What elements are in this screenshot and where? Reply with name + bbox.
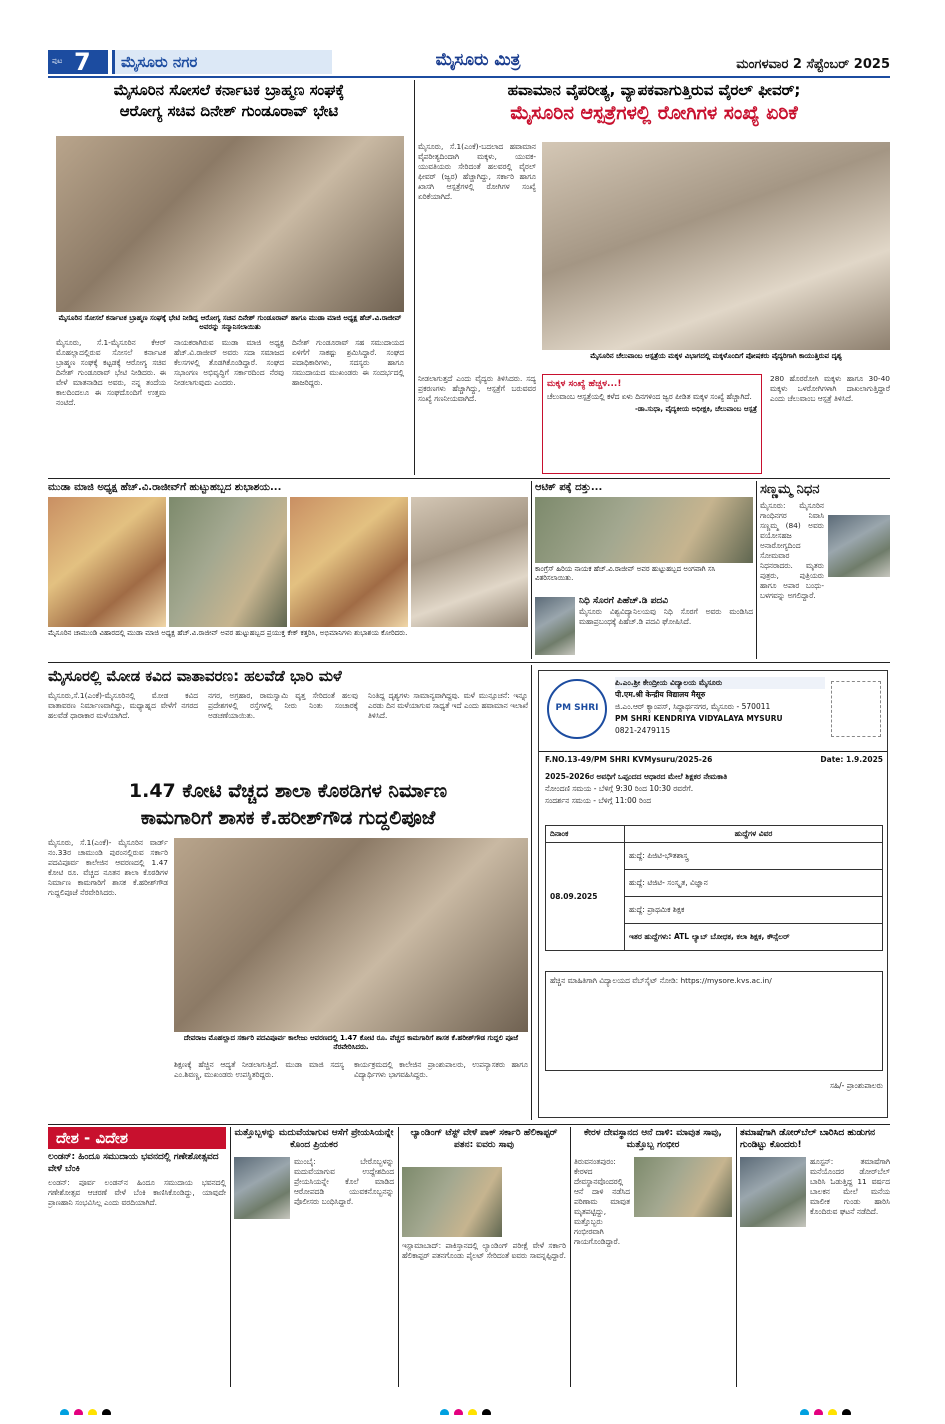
brief-4-headline: ಕೇರಳ ದೇವಸ್ಥಾನದ ಆನೆ ದಾಳಿ: ಮಾವುತ ಸಾವು, ಮತ್ತೊಬ್ಬ ಗಂಭೀರ [584,1128,722,1150]
brief-2-text: ಮುಂಬೈ: ಬೇರೊಬ್ಬಳನ್ನು ಮದುವೆಯಾಗುವ ಉದ್ದೇಶದಿಂದ ಪ್ರೇಯಸಿಯನ್ನೇ ಕೊಲೆ ಮಾಡಿದ ಆರೋಪದಡಿ ಯುವಕನೊಬ್ಬನನ್ನು ಪೊಲೀಸರು ಬಂಧಿಸಿದ್ದಾರೆ. [294,1157,394,1206]
registration-marks-center [440,1403,560,1415]
brief-2-headline: ಮತ್ತೊಬ್ಬಳನ್ನು ಮದುವೆಯಾಗುವ ಆಸೆಗೆ ಪ್ರೇಯಸಿಯನ್ನೇ ಕೊಂದ ಪ್ರಿಯಕರ [234,1128,394,1150]
box-author: -ಡಾ.ಸುಧಾ, ವೈದ್ಯಕೀಯ ಅಧೀಕ್ಷಕಿ, ಚೆಲುವಾಂಬ ಆಸ್ಪತ್ರೆ [634,405,757,413]
brief-1 [48,1151,226,1387]
story-2-headline-line1: ಹವಾಮಾನ ವೈಪರೀತ್ಯ, ವ್ಯಾಪಕವಾಗುತ್ತಿರುವ ವೈರಲ್ ಫೀವರ್; [507,81,801,99]
story-3-caption: ಮೈಸೂರಿನ ಚಾಮುಂಡಿ ವಿಹಾರದಲ್ಲಿ ಮುಡಾ ಮಾಜಿ ಅಧ್ಯಕ್ಷ ಹೆಚ್.ವಿ.ರಾಜೀವ್ ಅವರ ಹುಟ್ಟುಹಬ್ಬದ ಪ್ರಯುಕ್ತ ಕೇಕ್ ಕತ್ತರಿಸಿ, ಅಭಿಮಾನಿಗಳು ಶುಭಾಶಯ ಕೋರಿದರು. [48,629,408,637]
story-6-col-2: ಶಿಕ್ಷಣಕ್ಕೆ ಹೆಚ್ಚಿನ ಆದ್ಯತೆ ನೀಡಲಾಗುತ್ತಿದೆ. ಮುಡಾ ಮಾಜಿ ಸದಸ್ಯ ಎಂ.ಶಿವಣ್ಣ, ಮುಖಂಡರು ಉಪಸ್ಥಿತರಿದ್ದರು. [174,1060,344,1079]
story-6-caption: ದೇವರಾಜ ಮೊಹಲ್ಲಾದ ಸರ್ಕಾರಿ ಪದವಿಪೂರ್ವ ಕಾಲೇಜು ಆವರಣದಲ್ಲಿ 1.47 ಕೋಟಿ ರೂ. ವೆಚ್ಚದ ಕಾಮಗಾರಿಗೆ ಶಾಸಕ ಕೆ.ಹರೀಶ್‌ಗೌಡ ಗುದ್ದಲಿ ಪೂಜೆ ನೆರವೇರಿಸಿದರು. [183,1034,519,1051]
box-quote: ಚೆಲುವಾಂಬ ಆಸ್ಪತ್ರೆಯಲ್ಲಿ ಕಳೆದ ಏಳು ದಿನಗಳಿಂದ ಜ್ವರ ಪೀಡಿತ ಮಕ್ಕಳ ಸಂಖ್ಯೆ ಹೆಚ್ಚಾಗಿದೆ. [547,392,752,401]
ad-logo [547,679,607,739]
story-2 [418,80,890,475]
phd-block [579,595,753,659]
ad-signature: ಸಹಿ/- ಪ್ರಾಂಶುಪಾಲರು [829,1081,883,1090]
story-5 [48,665,528,775]
story-6-headline-line1: 1.47 ಕೋಟಿ ವೆಚ್ಚದ ಶಾಲಾ ಕೊಠಡಿಗಳ ನಿರ್ಮಾಣ [128,780,448,802]
ad-notice [545,771,883,821]
story-6-col-3: ಕಾರ್ಯಕ್ರಮದಲ್ಲಿ ಕಾಲೇಜಿನ ಪ್ರಾಂಶುಪಾಲರು, ಉಪನ್ಯಾಸಕರು ಹಾಗೂ ವಿದ್ಯಾರ್ಥಿಗಳು ಭಾಗವಹಿಸಿದ್ದರು. [354,1060,528,1079]
brief-1-text: ಲಂಡನ್: ಪೂರ್ವ ಲಂಡನ್‌ನ ಹಿಂದೂ ಸಮುದಾಯ ಭವನದಲ್ಲಿ ಗಣೇಶೋತ್ಸವ ಆಚರಣೆ ವೇಳೆ ಬೆಂಕಿ ಕಾಣಿಸಿಕೊಂಡಿದ್ದು, ಯಾವುದೇ ಪ್ರಾಣಹಾನಿ ಸಂಭವಿಸಿಲ್ಲ ಎಂದು ವರದಿಯಾಗಿದೆ. [48,1178,226,1207]
table-post-4: ಇತರ ಹುದ್ದೆಗಳು: ATL ಲ್ಯಾಬ್ ಬೋಧಕ, ಕಲಾ ಶಿಕ್ಷಕ, ಕೌನ್ಸೆಲರ್ [625,924,883,951]
story-4 [535,481,753,659]
story-1-photo [56,136,404,312]
page-number-tab [48,50,108,74]
story-6-headline [48,778,528,832]
story-2-caption: ಮೈಸೂರಿನ ಚೆಲುವಾಂಬ ಆಸ್ಪತ್ರೆಯ ಮಕ್ಕಳ ವಿಭಾಗದಲ್ಲಿ ಮಕ್ಕಳೊಂದಿಗೆ ಪೋಷಕರು ವೈದ್ಯರಿಗಾಗಿ ಕಾಯುತ್ತಿರುವ ದೃಶ್ಯ [590,352,842,360]
box-title: ಮಕ್ಕಳ ಸಂಖ್ಯೆ ಹೆಚ್ಚಳ...! [547,379,622,389]
phd-title: ನಿಧಿ ಸೊರಗೆ ಪಿಹೆಚ್.ಡಿ ಪದವಿ [579,596,668,606]
story-6-headline-line2: ಕಾಮಗಾರಿಗೆ ಶಾಸಕ ಕೆ.ಹರೀಶ್‌ಗೌಡ ಗುದ್ದಲಿಪೂಜೆ [140,807,436,829]
brief-5-text: ಹೂಸ್ಟನ್: ತಮಾಷೆಗಾಗಿ ಮನೆಯೊಂದರ ಡೋರ್‌ಬೆಲ್ ಬಾರಿಸಿ ಓಡುತ್ತಿದ್ದ 11 ವರ್ಷದ ಬಾಲಕನ ಮೇಲೆ ಮನೆಯ ಮಾಲೀಕ ಗುಂಡು ಹಾರಿಸಿ ಕೊಂದಿರುವ ಘಟನೆ ನಡೆದಿದೆ. [810,1157,890,1216]
brief-4 [574,1127,732,1387]
story-1 [48,80,410,475]
story-4-photo [535,497,753,563]
story-1-col-3: ದಿನೇಶ್ ಗುಂಡೂರಾವ್ ಸಹ ಸಮುದಾಯದ ಏಳಿಗೆಗೆ ಸಾಕಷ್ಟು ಶ್ರಮಿಸಿದ್ದಾರೆ. ಸಂಘದ ಪದಾಧಿಕಾರಿಗಳು, ಸದಸ್ಯರು ಹಾಗೂ ಸಮುದಾಯದ ಮುಖಂಡರು ಈ ಸಂದರ್ಭದಲ್ಲಿ ಹಾಜರಿದ್ದರು. [292,338,404,387]
table-header-posts: ಹುದ್ದೆಗಳ ವಿವರ [625,826,883,843]
ad-notes: ಹೆಚ್ಚಿನ ಮಾಹಿತಿಗಾಗಿ ವಿದ್ಯಾಲಯದ ವೆಬ್‌ಸೈಟ್ ನೋಡಿ: https://mysore.kvs.ac.in/ [545,971,883,1071]
table-post-3: ಹುದ್ದೆ: ಪ್ರಾಥಮಿಕ ಶಿಕ್ಷಕ [625,897,883,924]
story-2-photo [542,142,890,350]
story-4-title: ಆಟಿಕ್ ಪಕ್ಕೆ ದತ್ತು... [535,482,603,493]
story-3 [48,481,528,659]
story-6-col-1: ಮೈಸೂರು, ಸೆ.1(ಎಂಕೆ)- ಮೈಸೂರಿನ ವಾರ್ಡ್ ನಂ.33ರ ಚಾಮುಂಡಿ ಪುರಂನಲ್ಲಿರುವ ಸರ್ಕಾರಿ ಪದವಿಪೂರ್ವ ಕಾಲೇಜಿನ ಆವರಣದಲ್ಲಿ 1.47 ಕೋಟಿ ರೂ. ವೆಚ್ಚದ ನೂತನ ಶಾಲಾ ಕೊಠಡಿಗಳ ನಿರ್ಮಾಣ ಕಾಮಗಾರಿಗೆ ಶಾಸಕ ಕೆ.ಹರೀಶ್‌ಗೌಡ ಗುದ್ದಲಿಪೂಜೆ ನೆರವೇರಿಸಿದರು. [48,838,168,897]
story-6-photo [174,838,528,1032]
obituary-text: ಮೈಸೂರು: ಮೈಸೂರಿನ ಗಾಂಧಿನಗರ ನಿವಾಸಿ ಸಣ್ಣಮ್ಮ (84) ಅವರು ವಯೋಸಹಜ ಅನಾರೋಗ್ಯದಿಂದ ಸೋಮವಾರ ನಿಧನರಾದರು. ಮೃತರು ಪುತ್ರರು, ಪುತ್ರಿಯರು ಹಾಗೂ ಅಪಾರ ಬಂಧು-ಬಳಗವನ್ನು ಅಗಲಿದ್ದಾರೆ. [760,501,824,600]
brief-2 [234,1127,394,1387]
brief-5 [740,1127,890,1387]
story-1-col-2: ನಾಯಕರಾಗಿರುವ ಮುಡಾ ಮಾಜಿ ಅಧ್ಯಕ್ಷ ಹೆಚ್.ವಿ.ರಾಜೀವ್ ಅವರು ಸದಾ ಸಮಾಜದ ಕೆಲಸಗಳಲ್ಲಿ ತೊಡಗಿಕೊಂಡಿದ್ದಾರೆ. ಸಂಘದ ಸಭಾಂಗಣ ಅಭಿವೃದ್ಧಿಗೆ ಸರ್ಕಾರದಿಂದ ನೆರವು ನೀಡಲಾಗುವುದು ಎಂದರು. [174,338,284,387]
story-1-headline-line1: ಮೈಸೂರಿನ ಸೋಸಲೆ ಕರ್ನಾಟಕ ಬ್ರಾಹ್ಮಣ ಸಂಘಕ್ಕೆ [113,81,345,99]
table-date: 08.09.2025 [546,843,625,951]
story-2-highlight-box [542,374,762,474]
registration-marks-left [60,1403,180,1415]
section-title-bar [48,1127,226,1149]
brief-3-headline: ಲ್ಯಾಂಡಿಂಗ್ ಟೆಸ್ಟ್ ವೇಳೆ ಪಾಕ್ ಸರ್ಕಾರಿ ಹೆಲಿಕಾಪ್ಟರ್ ಪತನ: ಐವರು ಸಾವು [410,1128,558,1150]
page-number: 7 [74,50,91,74]
table-post-2: ಹುದ್ದೆ: ಟಿಜಿಟಿ- ಸಂಸ್ಕೃತ, ವಿಜ್ಞಾನ [625,870,883,897]
obituary-portrait [828,515,890,577]
story-2-intro: ಮೈಸೂರು, ಸೆ.1(ಎಂಕೆ)-ಬದಲಾದ ಹವಾಮಾನ ವೈಪರೀತ್ಯದಿಂದಾಗಿ ಮಕ್ಕಳು, ಯುವಕ-ಯುವತಿಯರು ಸೇರಿದಂತೆ ಹಲವರಲ್ಲಿ ವೈರಲ್ ಫೀವರ್ (ಜ್ವರ) ಹೆಚ್ಚಾಗಿದ್ದು, ಸರ್ಕಾರಿ ಹಾಗೂ ಖಾಸಗಿ ಆಸ್ಪತ್ರೆಗಳಲ್ಲಿ ರೋಗಿಗಳ ಸಂಖ್ಯೆ ಏರಿಕೆಯಾಗಿದೆ. [418,142,536,201]
story-3-photo-4 [411,497,528,627]
story-5-col-1: ಮೈಸೂರು,ಸೆ.1(ಎಂಕೆ)-ಮೈಸೂರಿನಲ್ಲಿ ಮೋಡ ಕವಿದ ವಾತಾವರಣ ನಿರ್ಮಾಣವಾಗಿದ್ದು, ಮಧ್ಯಾಹ್ನದ ವೇಳೆಗೆ ನಗರದ ಹಲವೆಡೆ ಧಾರಾಕಾರ ಮಳೆಯಾಗಿದೆ. [48,691,198,720]
story-4-caption: ಕಾಂಗ್ರೆಸ್ ಹಿರಿಯ ನಾಯಕ ಹೆಚ್.ವಿ.ರಾಜೀವ್ ಅವರ ಹುಟ್ಟುಹಬ್ಬದ ಅಂಗವಾಗಿ ಸಸಿ ವಿತರಿಸಲಾಯಿತು. [535,565,716,582]
date-line [648,53,890,73]
page-header [48,50,890,74]
story-1-caption: ಮೈಸೂರಿನ ಸೋಸಲೆ ಕರ್ನಾಟಕ ಬ್ರಾಹ್ಮಣ ಸಂಘಕ್ಕೆ ಭೇಟಿ ನೀಡಿದ್ದ ಆರೋಗ್ಯ ಸಚಿವ ದಿನೇಶ್ ಗುಂಡೂರಾವ್ ಹಾಗೂ ಮುಡಾ ಮಾಜಿ ಅಧ್ಯಕ್ಷ ಹೆಚ್.ವಿ.ರಾಜೀವ್ ಅವರನ್ನು ಸನ್ಮಾನಿಸಲಾಯಿತು [58,314,402,331]
issue-date: ಮಂಗಳವಾರ 2 ಸೆಪ್ಟೆಂಬರ್ 2025 [736,57,890,72]
story-3-title: ಮುಡಾ ಮಾಜಿ ಅಧ್ಯಕ್ಷ ಹೆಚ್.ವಿ.ರಾಜೀವ್‌ಗೆ ಹುಟ್ಟುಹಬ್ಬದ ಶುಭಾಶಯ... [48,482,282,493]
brief-3-text: ಇಸ್ಲಾಮಾಬಾದ್: ಪಾಕಿಸ್ತಾನದಲ್ಲಿ ಲ್ಯಾಂಡಿಂಗ್ ಪರೀಕ್ಷೆ ವೇಳೆ ಸರ್ಕಾರಿ ಹೆಲಿಕಾಪ್ಟರ್ ಪತನಗೊಂಡು ಪೈಲಟ್ ಸೇರಿದಂತೆ ಐವರು ಸಾವನ್ನಪ್ಪಿದ್ದಾರೆ. [402,1241,566,1260]
story-6 [48,778,528,1120]
brief-1-headline: ಲಂಡನ್: ಹಿಂದೂ ಸಮುದಾಯ ಭವನದಲ್ಲಿ ಗಣೇಶೋತ್ಸವದ ವೇಳೆ ಬೆಂಕಿ [48,1152,219,1174]
brief-3 [402,1127,566,1387]
story-2-headline-line2: ಮೈಸೂರಿನ ಆಸ್ಪತ್ರೆಗಳಲ್ಲಿ ರೋಗಿಗಳ ಸಂಖ್ಯೆ ಏರಿಕೆ [510,102,798,124]
notice-line-2: ನೋಂದಣಿ ಸಮಯ - ಬೆಳಿಗ್ಗೆ 9:30 ರಿಂದ 10:30 ರವರೆಗೆ. [545,784,694,793]
brief-4-photo [634,1157,732,1217]
story-5-col-2: ನಗರ, ಅಗ್ರಹಾರ, ರಾಮಸ್ವಾಮಿ ವೃತ್ತ ಸೇರಿದಂತೆ ಹಲವು ಪ್ರದೇಶಗಳಲ್ಲಿ ರಸ್ತೆಗಳಲ್ಲಿ ನೀರು ನಿಂತು ಸಂಚಾರಕ್ಕೆ ಅಡಚಣೆಯಾಯಿತು. [208,691,358,720]
pm-shri-ad [538,670,888,1118]
ad-schedule-table [545,825,883,965]
section-label: ಮೈಸೂರು ನಗರ [121,53,198,71]
brief-4-text: ತಿರುವನಂತಪುರಂ: ಕೇರಳದ ದೇವಸ್ಥಾನವೊಂದರಲ್ಲಿ ಆನೆ ದಾಳಿ ನಡೆಸಿದ ಪರಿಣಾಮ ಮಾವುತ ಮೃತಪಟ್ಟಿದ್ದು, ಮತ್ತೊಬ್ಬರು ಗಂಭೀರವಾಗಿ ಗಾಯಗೊಂಡಿದ್ದಾರೆ. [574,1157,630,1246]
bottom-section [48,1127,890,1387]
story-2-col-c: 280 ಹೊರರೋಗಿ ಮಕ್ಕಳು ಹಾಗೂ 30-40 ಮಕ್ಕಳು ಒಳರೋಗಿಗಳಾಗಿ ದಾಖಲಾಗುತ್ತಿದ್ದಾರೆ ಎಂದು ಚೆಲುವಾಂಬ ಆಸ್ಪತ್ರೆ ತಿಳಿಸಿದೆ. [770,374,890,403]
story-3-photo-1 [48,497,166,627]
obituary-title: ಸಣ್ಣಮ್ಮ ನಿಧನ [760,482,820,497]
story-1-headline-line2: ಆರೋಗ್ಯ ಸಚಿವ ದಿನೇಶ್ ಗುಂಡೂರಾವ್ ಭೇಟಿ [119,102,339,120]
story-5-col-3: ನಿಂತಿದ್ದ ದೃಶ್ಯಗಳು ಸಾಮಾನ್ಯವಾಗಿದ್ದವು. ಮಳೆ ಮುನ್ಸೂಚನೆ: ಇನ್ನೂ ಎರಡು ದಿನ ಮಳೆಯಾಗುವ ಸಾಧ್ಯತೆ ಇದೆ ಎಂದು ಹವಾಮಾನ ಇಲಾಖೆ ತಿಳಿಸಿದೆ. [368,691,528,720]
brief-5-photo [740,1157,806,1227]
notice-line-1: 2025-2026ರ ಅವಧಿಗೆ ಒಪ್ಪಂದದ ಆಧಾರದ ಮೇಲೆ ಶಿಕ್ಷಕರ ನೇಮಕಾತಿ [545,772,728,781]
school-address: ಜಿ.ಎಂ.ಆರ್ ಕ್ಯಾಂಪಸ್, ಸಿದ್ಧಾರ್ಥನಗರ, ಮೈಸೂರು - 570011 [615,702,771,711]
story-1-headline [48,80,410,122]
pm-shri-label: PM SHRI [555,703,599,713]
story-2-col-a: ನೀಡಲಾಗುತ್ತದೆ ಎಂದು ವೈದ್ಯರು ತಿಳಿಸಿದರು. ಸದ್ಯ ಪ್ರಕರಣಗಳು ಹೆಚ್ಚಾಗಿದ್ದು, ಆಸ್ಪತ್ರೆಗೆ ಬರುವವರ ಸಂಖ್ಯೆ ಗಣನೀಯವಾಗಿದೆ. [418,374,536,403]
phd-text: ಮೈಸೂರು ವಿಶ್ವವಿದ್ಯಾನಿಲಯವು ನಿಧಿ ಸೊರಗೆ ಅವರು ಮಂಡಿಸಿದ ಮಹಾಪ್ರಬಂಧಕ್ಕೆ ಪಿಹೆಚ್.ಡಿ ಪದವಿ ಘೋಷಿಸಿದೆ. [579,607,753,626]
school-name-en: PM SHRI KENDRIYA VIDYALAYA MYSURU [615,714,783,723]
masthead-title: ಮೈಸೂರು ಮಿತ್ರ [435,50,521,70]
brief-3-photo [402,1167,502,1237]
story-3-photo-2 [169,497,287,627]
ad-date: Date: 1.9.2025 [820,755,883,764]
brief-5-headline: ತಮಾಷೆಗಾಗಿ ಡೋರ್‌ಬೆಲ್ ಬಾರಿಸಿದ ಹುಡುಗನ ಗುಂಡಿಟ್ಟು ಕೊಂದರು! [740,1128,875,1150]
school-name-hi: पी.एम.श्री केन्द्रीय विद्यालय मैसूरु [615,690,706,699]
ad-file-no: F.NO.13-49/PM SHRI KVMysuru/2025-26 [545,755,713,764]
registration-marks-right [800,1403,920,1415]
bottom-section-title: ದೇಶ - ವಿದೇಶ [56,1129,129,1147]
table-post-1: ಹುದ್ದೆ: ಪಿಜಿಟಿ-ಭೌತಶಾಸ್ತ್ರ [625,843,883,870]
notice-line-3: ಸಂದರ್ಶನ ಸಮಯ - ಬೆಳಿಗ್ಗೆ 11:00 ರಿಂದ [545,796,652,805]
brief-2-photo [234,1157,290,1219]
page-label: ಪುಟ [52,57,63,65]
story-1-col-1: ಮೈಸೂರು, ಸೆ.1-ಮೈಸೂರಿನ ಕೆಆರ್ ಮೊಹಲ್ಲಾದಲ್ಲಿರುವ ಸೋಸಲೆ ಕರ್ನಾಟಕ ಬ್ರಾಹ್ಮಣ ಸಂಘಕ್ಕೆ ಕಟ್ಟಡಕ್ಕೆ ಆರೋಗ್ಯ ಸಚಿವ ದಿನೇಶ್ ಗುಂಡೂರಾವ್ ಭೇಟಿ ನೀಡಿದರು. ಈ ವೇಳೆ ಮಾತನಾಡಿದ ಅವರು, ನನ್ನ ತಂದೆಯ ಕಾಲದಿಂದಲೂ ಈ ಸಂಘದೊಂದಿಗೆ ಉತ್ತಮ ನಂಟಿದೆ. [56,338,166,407]
masthead [378,50,578,74]
obituary [760,481,890,659]
school-phone: 0821-2479115 [615,726,671,735]
ad-emblem [831,681,881,737]
phd-portrait [535,597,575,655]
ad-ref-line [545,755,883,769]
table-header-date: ದಿನಾಂಕ [546,826,625,843]
story-5-headline: ಮೈಸೂರಲ್ಲಿ ಮೋಡ ಕವಿದ ವಾತಾವರಣ: ಹಲವೆಡೆ ಭಾರಿ ಮಳೆ [48,667,342,685]
ad-school-names [615,677,825,747]
school-name-kn: ಪಿ.ಎಂ.ಶ್ರೀ ಕೇಂದ್ರೀಯ ವಿದ್ಯಾಲಯ ಮೈಸೂರು [615,677,825,689]
story-3-photo-3 [290,497,408,627]
section-name [112,50,332,74]
